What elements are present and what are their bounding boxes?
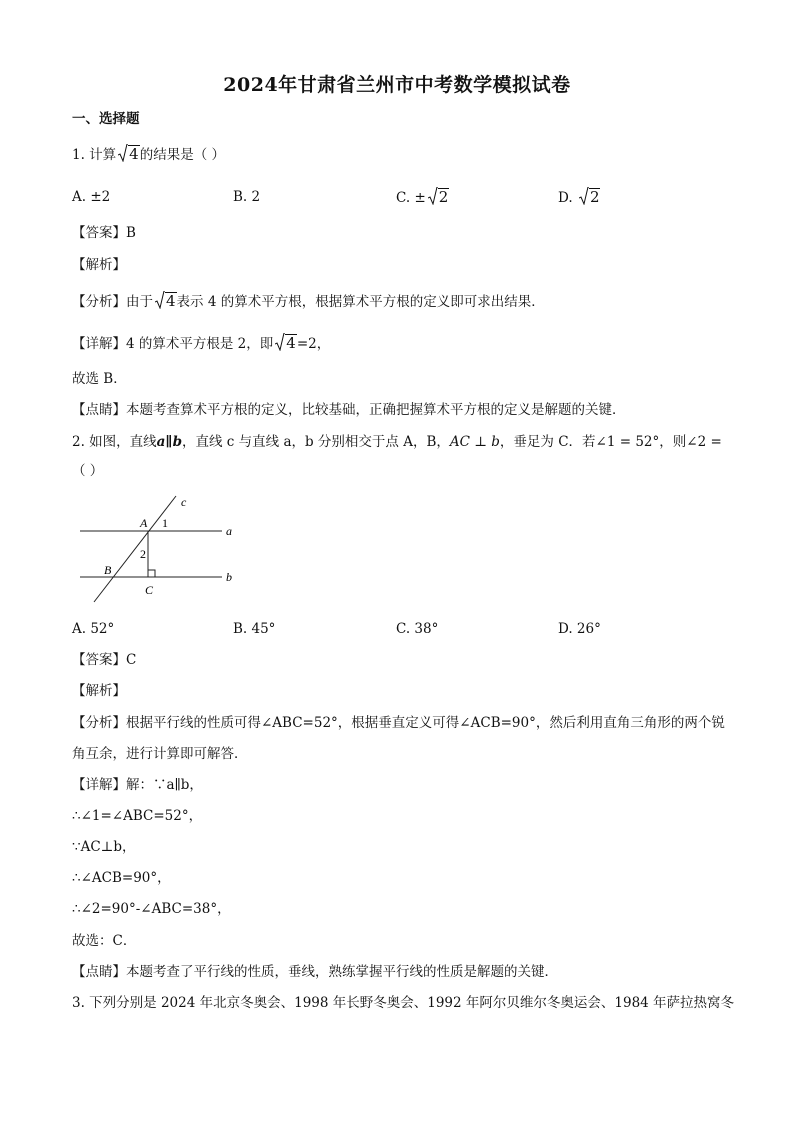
section-heading: 一、选择题 [72,111,140,127]
q2-stem-part: 2. 如图，直线 [72,434,157,450]
question-3-stem: 3. 下列分别是 2024 年北京冬奥会、1998 年长野冬奥会、1992 年阿尔贝维尔冬奥运会、1984 年萨拉热窝冬 [72,995,735,1011]
sqrt-expression [275,334,297,353]
label-a: a [226,524,232,538]
radical-sign-icon [579,187,589,205]
q2-angle2-expr: ∠2 = [686,434,722,450]
q1-option-a: A. ±2 [72,189,111,205]
q2-option-a: A. 52° [72,621,115,637]
label-c: c [181,495,187,509]
label-angle-1: 1 [162,516,168,530]
radical-sign-icon [155,291,165,309]
plus-minus: ± [414,190,426,206]
q1-xiangjie [72,334,330,353]
label-A: A [140,516,148,530]
q1-option-d [558,188,600,207]
q1-analysis-heading: 【解析】 [72,257,126,273]
fenxi-prefix: 【分析】由于 [72,294,153,310]
q2-option-b: B. 45° [233,621,276,637]
q2-step-4: ∴∠2=90°-∠ABC=38°， [72,901,231,917]
q2-xiangjie: 【详解】解：∵a∥b， [72,777,203,793]
radical-sign-icon [118,144,128,162]
q2-step-1: ∴∠1=∠ABC=52°， [72,808,203,824]
page-title: 2024年甘肃省兰州市中考数学模拟试卷 [223,74,571,96]
q1-prefix: 1. 计算 [72,147,117,163]
xiangjie-suffix: =2， [296,336,331,352]
xiangjie-prefix: 【详解】4 的算术平方根是 2，即 [72,336,274,352]
q2-fenxi-line-1: 【分析】根据平行线的性质可得∠ABC=52°，根据垂直定义可得∠ACB=90°，然后利用直角三角形的两个锐 [72,715,725,731]
radicand: 4 [166,292,176,310]
q2-answer: 【答案】C [72,652,137,668]
q2-perp-expr: AC ⊥ b [449,434,500,450]
radicand: 2 [438,188,449,206]
q2-step-2: ∵AC⊥b， [72,839,136,855]
radicand: 2 [589,188,600,206]
q1-suffix: 的结果是（ ） [139,147,226,163]
q2-stem-part: ，直线 c 与直线 a，b 分别相交于点 A，B， [182,434,450,450]
geometry-figure [76,490,246,605]
q1-fenxi [72,292,545,311]
label-angle-2: 2 [140,547,146,561]
q1-dianjing: 【点睛】本题考查算术平方根的定义，比较基础，正确把握算术平方根的定义是解题的关键． [72,402,626,418]
radicand: 4 [129,145,139,163]
q2-angle-expr: ∠1 = 52° [595,434,660,450]
q2-choose: 故选：C． [72,933,137,949]
q2-stem-part: ，垂足为 C．若 [499,434,596,450]
q2-option-c: C. 38° [396,621,439,637]
sqrt-expression [579,188,601,207]
label-C: C [145,583,154,597]
radical-sign-icon [275,333,285,351]
sqrt-expression [428,188,450,207]
fenxi-suffix: 表示 4 的算术平方根，根据算术平方根的定义即可求出结果． [176,294,545,310]
sqrt-expression [155,292,177,311]
option-label: D. [558,190,573,206]
q2-fenxi-line-2: 角互余，进行计算即可解答． [72,746,248,762]
radical-sign-icon [428,187,438,205]
q2-option-d: D. 26° [558,621,601,637]
q1-option-b: B. 2 [233,189,261,205]
question-1-stem [72,145,225,164]
label-B: B [104,563,112,577]
q2-analysis-heading: 【解析】 [72,683,126,699]
q1-choose: 故选 B． [72,371,127,387]
label-b: b [226,570,232,584]
option-label: C. [396,190,411,206]
sqrt-expression [118,145,140,164]
q1-answer: 【答案】B [72,225,136,241]
q2-dianjing: 【点睛】本题考查了平行线的性质，垂线，熟练掌握平行线的性质是解题的关键． [72,964,558,980]
q2-stem-part: ，则 [659,434,687,450]
q1-option-c [396,188,449,207]
question-2-stem [72,433,722,451]
right-angle-mark [148,570,155,577]
line-c [94,496,176,602]
radicand: 4 [286,334,296,352]
q2-parallel-expr: a∥b [156,434,183,450]
q2-paren: （ ） [72,463,104,479]
q2-step-3: ∴∠ACB=90°， [72,870,171,886]
